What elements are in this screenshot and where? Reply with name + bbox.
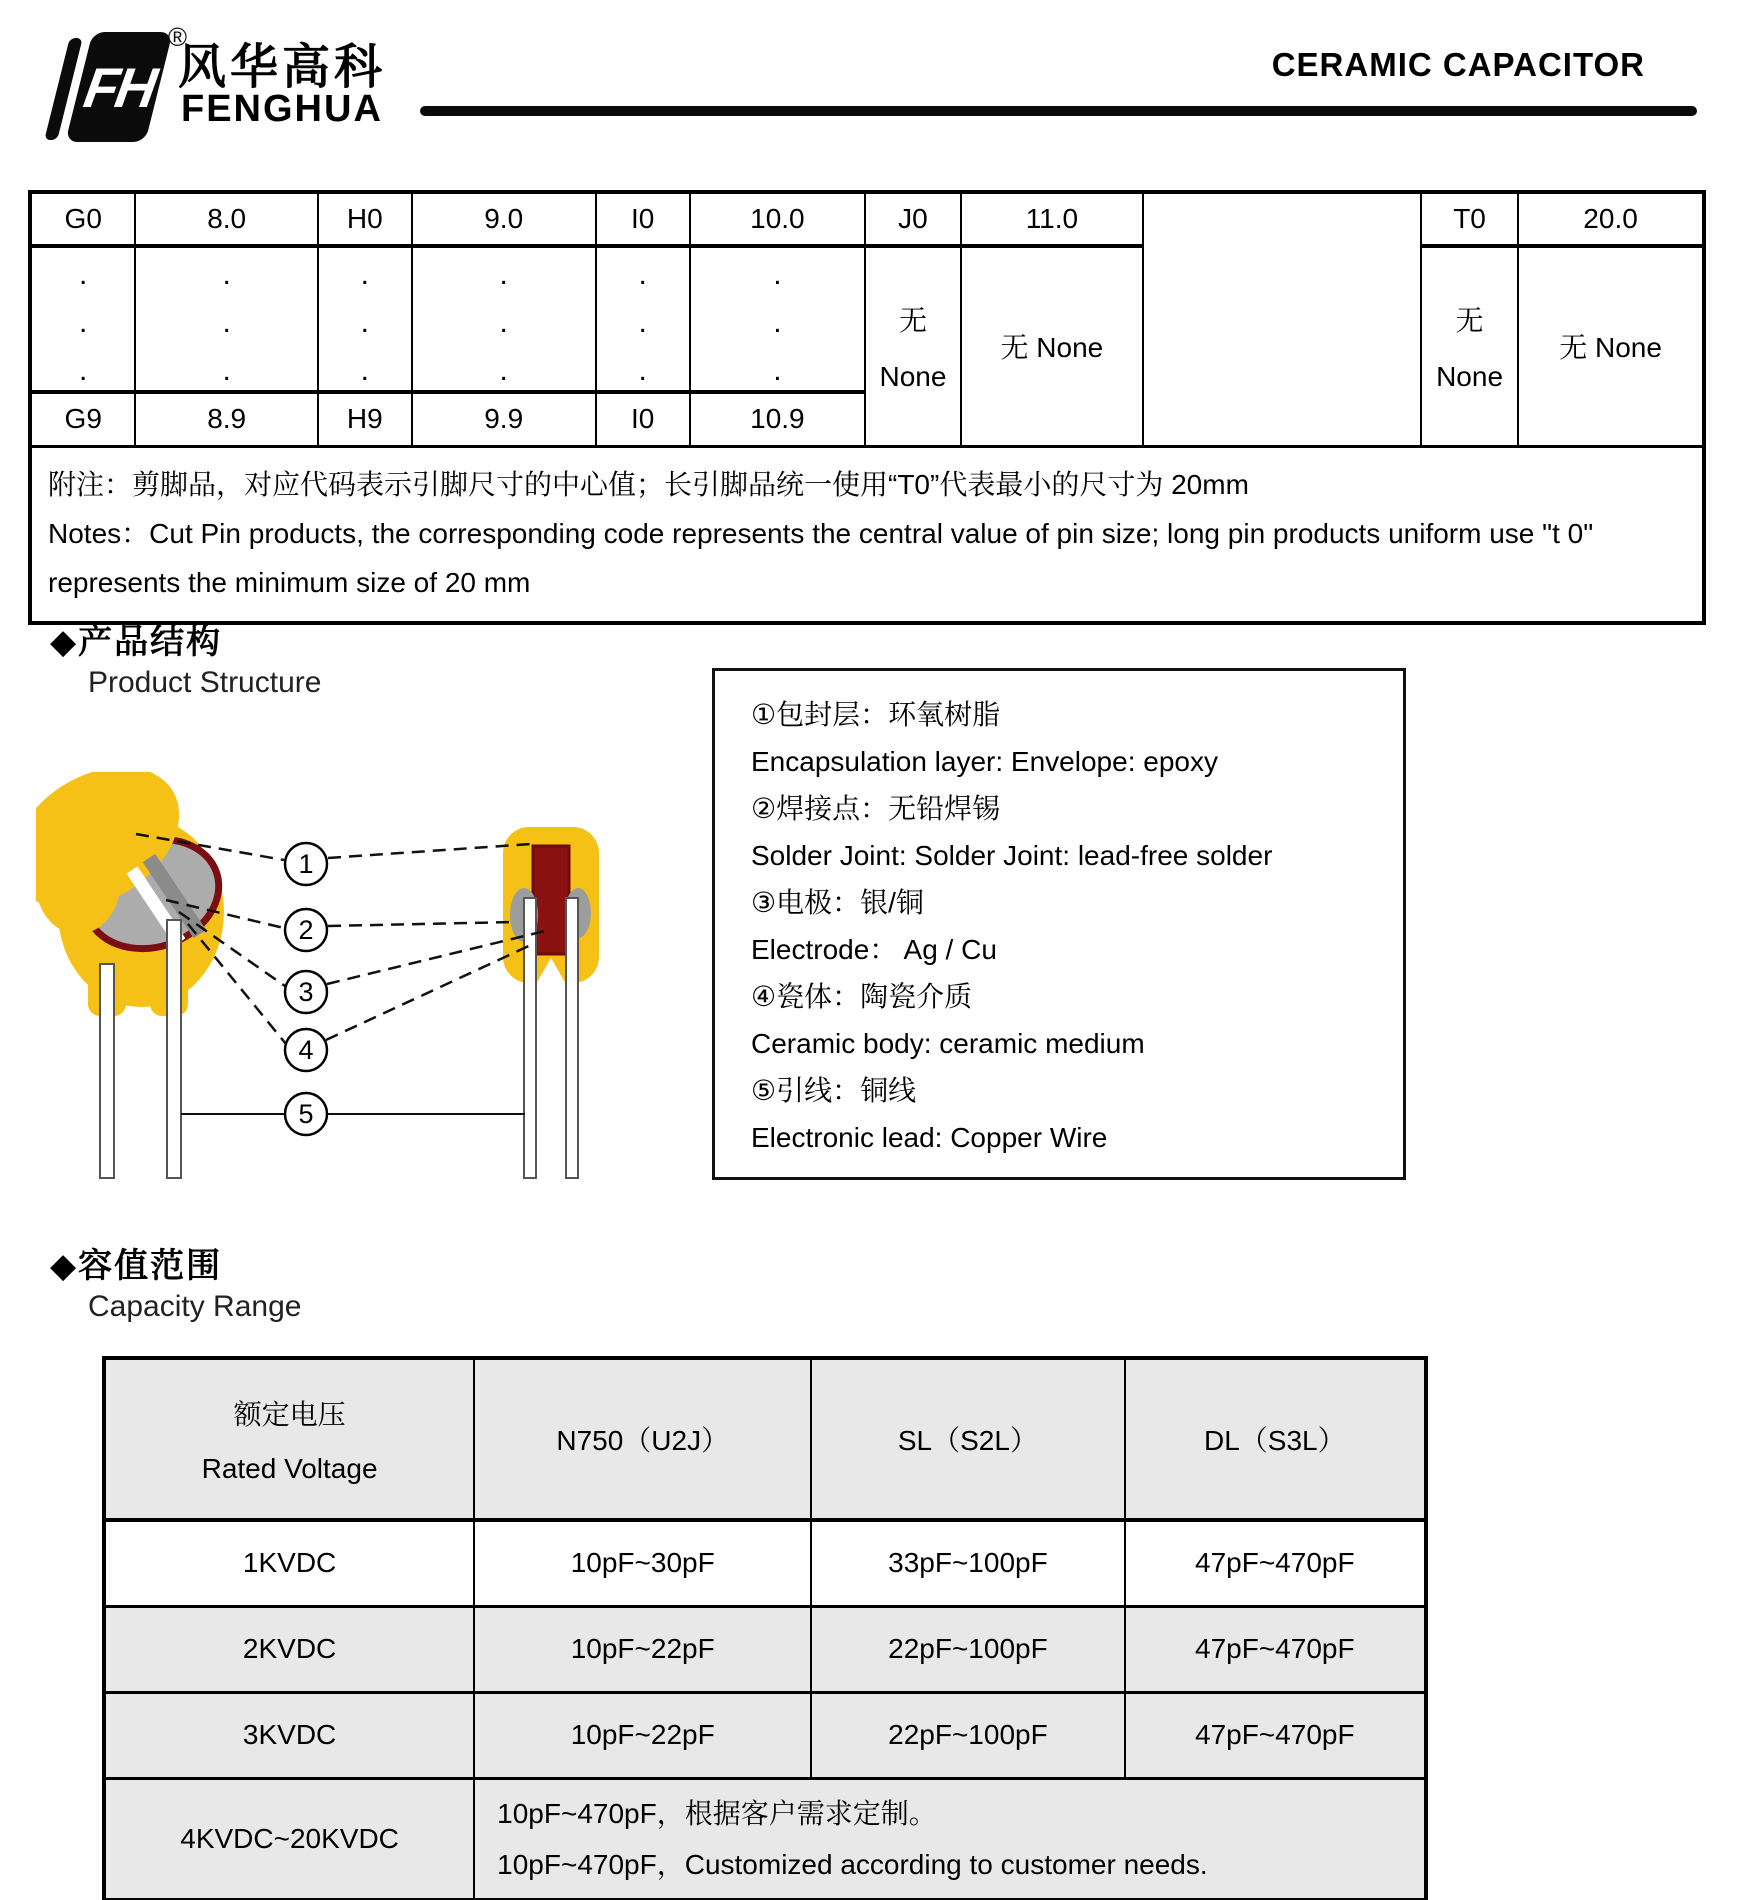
ceramic-body <box>533 846 569 954</box>
voltage-cell: 2KVDC <box>104 1606 474 1692</box>
legend-1-cn: ①包封层：环氧树脂 <box>751 699 1001 730</box>
pin-size-cell: 9.0 <box>412 192 596 246</box>
notes-chinese: 附注：剪脚品，对应代码表示引脚尺寸的中心值；长引脚品统一使用“T0”代表最小的尺寸为 20mm <box>48 468 1249 500</box>
callout-2 <box>285 909 327 951</box>
capacitor-structure-diagram <box>36 772 696 1204</box>
logo-block <box>65 32 172 142</box>
range-cell: 22pF~100pF <box>811 1606 1124 1692</box>
legend-1-en: Encapsulation layer: Envelope: epoxy <box>751 746 1218 777</box>
svg-text:1: 1 <box>298 849 314 879</box>
legend-4-cn: ④瓷体：陶瓷介质 <box>751 981 973 1012</box>
pin-code-table <box>28 190 1706 625</box>
section-heading-capacity-range-en: Capacity Range <box>88 1290 302 1323</box>
pin-code-cell: I0 <box>596 392 690 446</box>
none-inline-cell: 无 None <box>961 246 1143 446</box>
legend-2-en: Solder Joint: Solder Joint: lead-free solder <box>751 840 1273 871</box>
range-cell: 22pF~100pF <box>811 1692 1124 1778</box>
capacity-row-3kvdc <box>104 1692 1426 1778</box>
range-cell: 47pF~470pF <box>1125 1692 1426 1778</box>
range-cell: 10pF~22pF <box>474 1606 811 1692</box>
capacity-row-4kvdc-20kvdc <box>104 1778 1426 1900</box>
range-cell: 10pF~22pF <box>474 1692 811 1778</box>
section-heading-product-structure-en: Product Structure <box>88 666 322 699</box>
legend-5-cn: ⑤引线：铜线 <box>751 1075 917 1106</box>
legend-5-en: Electronic lead: Copper Wire <box>751 1122 1108 1153</box>
pin-size-cell: 11.0 <box>961 192 1143 246</box>
header-rule <box>420 106 1697 116</box>
column-header-n750: N750（U2J） <box>474 1358 811 1520</box>
logo-chinese-name: 风华高科 <box>178 41 387 94</box>
section-heading-capacity-range-cn: ◆容值范围 <box>50 1247 223 1285</box>
callout-1 <box>285 843 327 885</box>
svg-text:3: 3 <box>298 977 314 1007</box>
range-cell: 47pF~470pF <box>1125 1520 1426 1606</box>
pin-code-cell: J0 <box>865 192 960 246</box>
notes-english-line2: represents the minimum size of 20 mm <box>48 566 531 598</box>
dots-cell: . . . <box>135 246 317 392</box>
range-cell: 33pF~100pF <box>811 1520 1124 1606</box>
pin-size-cell: 10.9 <box>690 392 866 446</box>
pin-table-notes-row <box>30 446 1704 623</box>
none-en: None <box>879 361 947 393</box>
dots-cell: . . . <box>412 246 596 392</box>
column-header-dl: DL（S3L） <box>1125 1358 1426 1520</box>
pin-table-dots-row <box>30 246 1704 392</box>
range-cell: 47pF~470pF <box>1125 1606 1426 1692</box>
capacity-range-table <box>102 1356 1428 1900</box>
pin-code-cell: H0 <box>318 192 412 246</box>
logo-english-name: FENGHUA <box>181 88 383 130</box>
rated-voltage-header: 额定电压 Rated Voltage <box>104 1358 474 1520</box>
lead-wire <box>566 898 578 1178</box>
logo-monogram: FH <box>79 55 159 119</box>
right-capacitor <box>503 827 599 1178</box>
fenghua-logo-icon <box>55 22 187 146</box>
empty-cell <box>1143 192 1421 446</box>
pin-code-cell: T0 <box>1421 192 1518 246</box>
svg-text:5: 5 <box>298 1099 314 1129</box>
none-stack-cell <box>1421 246 1518 446</box>
callout-badges <box>285 843 327 1135</box>
custom-range-cell <box>474 1778 1426 1900</box>
svg-text:2: 2 <box>298 915 314 945</box>
legend-2-cn: ②焊接点：无铅焊锡 <box>751 793 1001 824</box>
pin-code-cell: H9 <box>318 392 412 446</box>
voltage-cell: 1KVDC <box>104 1520 474 1606</box>
page-title: CERAMIC CAPACITOR <box>1271 46 1645 83</box>
lead-wire <box>167 920 181 1178</box>
custom-range-cn: 10pF~470pF，根据客户需求定制。 <box>497 1797 937 1829</box>
lead-wire <box>524 898 536 1178</box>
registered-trademark-icon: ® <box>167 22 187 52</box>
none-en: None <box>1436 361 1504 393</box>
pin-code-cell: I0 <box>596 192 690 246</box>
pin-size-cell: 8.0 <box>135 192 317 246</box>
dots-cell: . . . <box>30 246 135 392</box>
notes-cell <box>30 446 1704 623</box>
structure-legend-box <box>712 668 1406 1180</box>
legend-3-en: Electrode： Ag / Cu <box>751 934 997 965</box>
dots-cell: . . . <box>318 246 412 392</box>
dots-cell: . . . <box>596 246 690 392</box>
left-capacitor <box>36 772 233 1178</box>
pin-code-cell: G9 <box>30 392 135 446</box>
legend-4-en: Ceramic body: ceramic medium <box>751 1028 1145 1059</box>
dots-cell: . . . <box>690 246 866 392</box>
section-heading-product-structure-cn: ◆产品结构 <box>50 623 223 661</box>
pin-size-cell: 8.9 <box>135 392 317 446</box>
capacity-table-header-row <box>104 1358 1426 1520</box>
pin-table-header-row <box>30 192 1704 246</box>
capacity-row-1kvdc <box>104 1520 1426 1606</box>
legend-3-cn: ③电极：银/铜 <box>751 887 924 918</box>
none-cn: 无 <box>1455 305 1484 337</box>
voltage-cell: 3KVDC <box>104 1692 474 1778</box>
pin-size-cell: 9.9 <box>412 392 596 446</box>
callout-5 <box>285 1093 327 1135</box>
pin-code-cell: G0 <box>30 192 135 246</box>
capacity-row-2kvdc <box>104 1606 1426 1692</box>
callout-3 <box>285 971 327 1013</box>
lead-wire <box>100 964 114 1178</box>
column-header-sl: SL（S2L） <box>811 1358 1124 1520</box>
none-inline-cell: 无 None <box>1518 246 1704 446</box>
voltage-cell: 4KVDC~20KVDC <box>104 1778 474 1900</box>
notes-english-line1: Notes：Cut Pin products, the corresponding code represents the central value of pin size; long pin products uniform use "t 0" <box>48 517 1594 549</box>
svg-text:4: 4 <box>298 1035 314 1065</box>
none-stack-cell <box>865 246 960 446</box>
pin-size-cell: 20.0 <box>1518 192 1704 246</box>
callout-4 <box>285 1029 327 1071</box>
range-cell: 10pF~30pF <box>474 1520 811 1606</box>
pin-size-cell: 10.0 <box>690 192 866 246</box>
custom-range-en: 10pF~470pF，Customized according to customer needs. <box>497 1848 1208 1880</box>
none-cn: 无 <box>898 305 927 337</box>
